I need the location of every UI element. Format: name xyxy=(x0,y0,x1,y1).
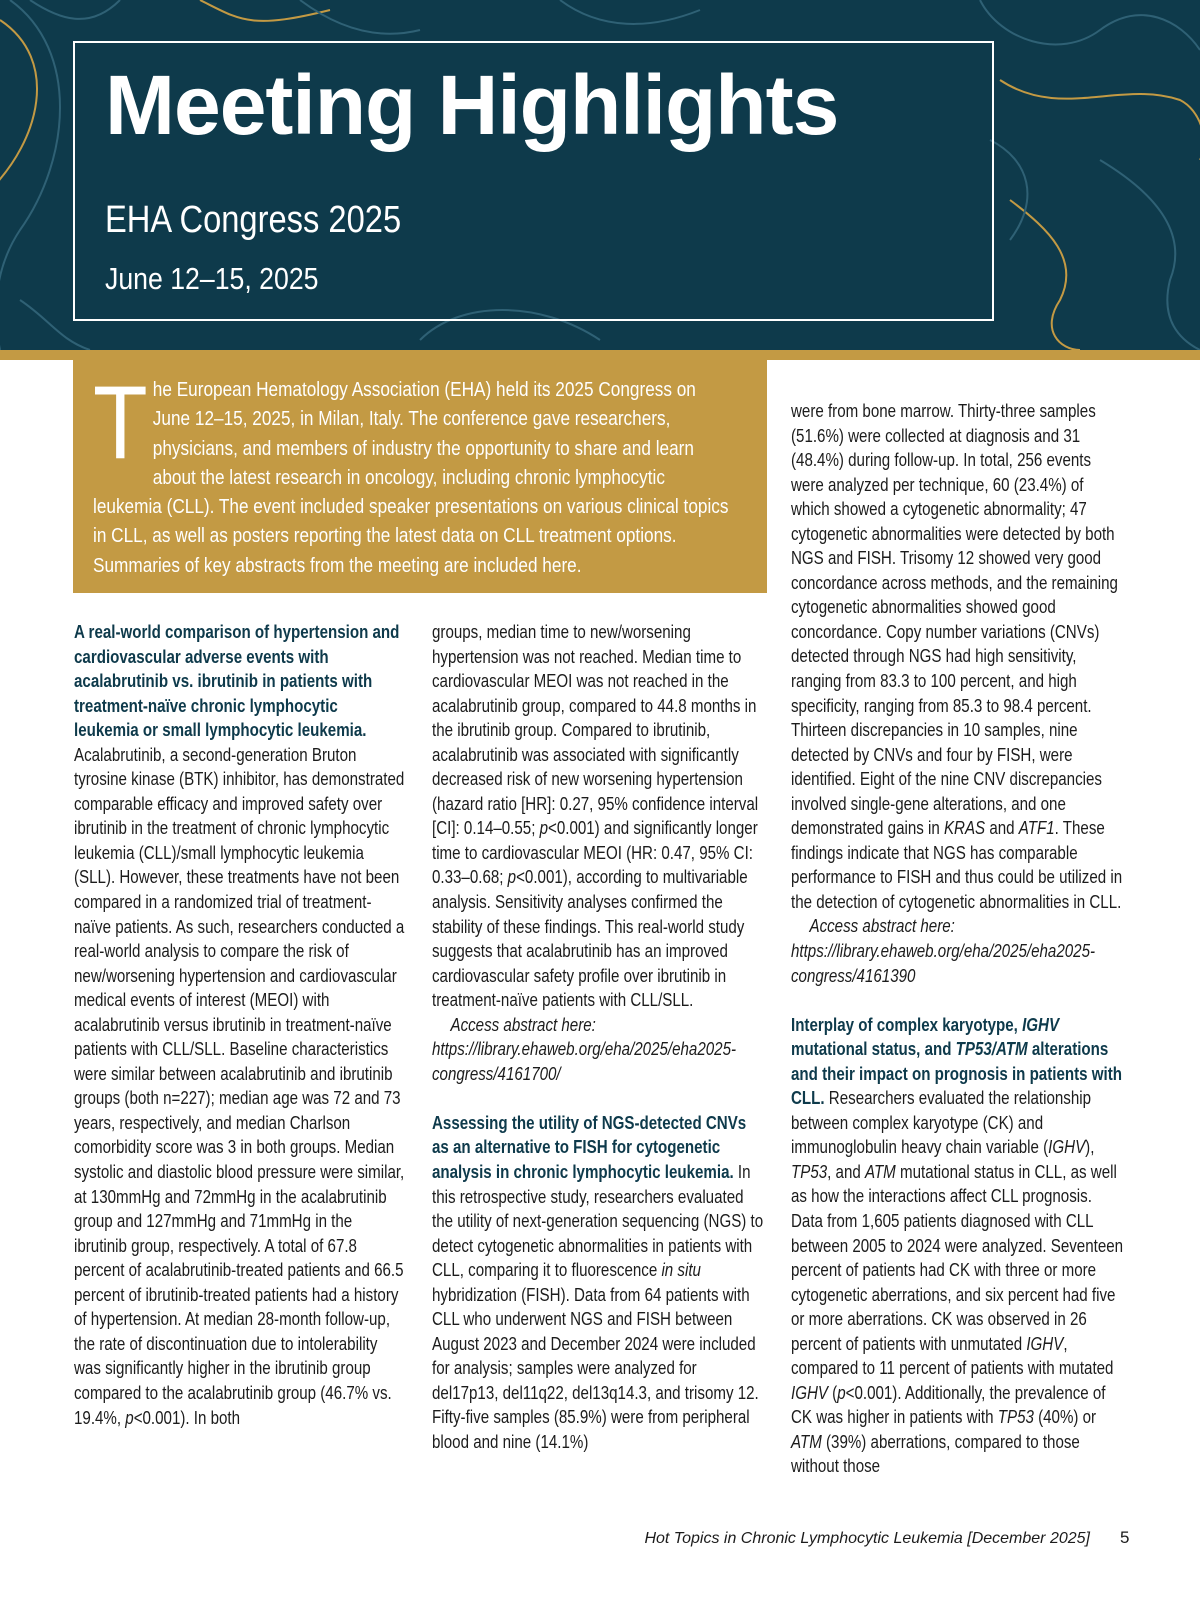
intro-paragraph xyxy=(93,365,735,581)
page-number: 5 xyxy=(1120,1528,1130,1547)
article-1-paragraph: A real-world comparison of hypertension and cardiovascular adverse events with acalabrutinib vs. ibrutinib in patients with treatment-naïve chronic lymphocytic leukemia or small lymphocytic leukemia. Acalabrutinib, a second-generation Bruton tyrosine kinase (BTK) inhibitor, has demonstrated comparable efficacy and improved safety over ibrutinib in the treatment of chronic lymphocytic leukemia (CLL)/small lymphocytic leukemia (SLL). However, these treatments have not been compared in a randomized trial of treatment-naïve patients. As such, researchers conducted a real-world analysis to compare the risk of new/worsening hypertension and cardiovascular medical events of interest (MEOI) with acalabrutinib versus ibrutinib in treatment-naïve patients with CLL/SLL. Baseline characteristics were similar between acalabrutinib and ibrutinib groups (both n=227); median age was 72 and 73 years, respectively, and median Charlson comorbidity score was 3 in both groups. Median systolic and diastolic blood pressure were similar, at 130mmHg and 72mmHg in the acalabrutinib group and 127mmHg and 71mmHg in the ibrutinib group, respectively. A total of 67.8 percent of acalabrutinib-treated patients and 66.5 percent of ibrutinib-treated patients had a history of hypertension. At median 28-month follow-up, the rate of discontinuation due to intolerability was significantly higher in the ibrutinib group compared to the acalabrutinib group (46.7% vs. 19.4%, p<0.001). In both xyxy=(74,622,405,1428)
column-2 xyxy=(432,620,765,1455)
drop-cap: T xyxy=(93,365,148,481)
article-1-access-link: Access abstract here: https://library.ehaweb.org/eha/2025/eha2025-congress/4161700/ xyxy=(432,1014,737,1084)
title-frame xyxy=(73,41,994,321)
article-3-paragraph: Interplay of complex karyotype, IGHV mutational status, and TP53/ATM alterations and their impact on prognosis in patients with CLL. Researchers evaluated the relationship between complex karyotype (CK) and immunoglobulin heavy chain variable (IGHV), TP53, and ATM mutational status in CLL, as well as how the interactions affect CLL prognosis. Data from 1,605 patients diagnosed with CLL between 2005 to 2024 were analyzed. Seventeen percent of patients had CK with three or more cytogenetic aberrations, and six percent had five or more aberrations. CK was observed in 26 percent of patients with unmutated IGHV, compared to 11 percent of patients with mutated IGHV (p<0.001). Additionally, the prevalence of CK was higher in patients with TP53 (40%) or ATM (39%) aberrations, compared to those without those xyxy=(791,1014,1124,1477)
article-1-paragraph-cont: groups, median time to new/worsening hypertension was not reached. Median time to cardiovascular MEOI was not reached in the acalabrutinib group, compared to 44.8 months in the ibrutinib group. Compared to ibrutinib, acalabrutinib was associated with significantly decreased risk of new worsening hypertension (hazard ratio [HR]: 0.27, 95% confidence interval [CI]: 0.14–0.55; p<0.001) and significantly longer time to cardiovascular MEOI (HR: 0.47, 95% CI: 0.33–0.68; p<0.001), according to multivariable analysis. Sensitivity analyses confirmed the stability of these findings. This real-world study suggests that acalabrutinib has an improved cardiovascular safety profile over ibrutinib in treatment-naïve patients with CLL/SLL. xyxy=(432,622,759,1011)
article-2-heading: Assessing the utility of NGS-detected CNVs as an alternative to FISH for cytogenetic analysis in chronic lymphocytic leukemia. xyxy=(432,1112,747,1182)
footer-journal: Hot Topics in Chronic Lymphocytic Leukemia [December 2025] xyxy=(644,1530,1090,1547)
article-3-heading: Interplay of complex karyotype, IGHV mutational status, and TP53/ATM alterations and their impact on prognosis in patients with CLL. xyxy=(791,1014,1122,1109)
column-3 xyxy=(791,399,1124,1479)
header-banner xyxy=(0,0,1200,350)
article-1-heading: A real-world comparison of hypertension and cardiovascular adverse events with acalabrutinib vs. ibrutinib in patients with treatment-naïve chronic lymphocytic leukemia or small lymphocytic leukemia. xyxy=(74,622,400,741)
article-2-access-link: Access abstract here: https://library.ehaweb.org/eha/2025/eha2025-congress/4161390 xyxy=(791,916,1096,986)
header-accent-bar xyxy=(0,350,1200,360)
page-title: Meeting Highlights xyxy=(105,58,839,152)
intro-box xyxy=(73,360,767,593)
intro-text: he European Hematology Association (EHA) held its 2025 Congress on June 12–15, 2025, in Milan, Italy. The conference gave researchers, physicians, and members of industry the opportunity to share and learn about the latest research in oncology, including chronic lymphocytic leukemia (CLL). The event included speaker presentations on various clinical topics in CLL, as well as posters reporting the latest data on CLL treatment options. Summaries of key abstracts from the meeting are included here. xyxy=(93,379,729,577)
article-2-paragraph: Assessing the utility of NGS-detected CNVs as an alternative to FISH for cytogenetic analysis in chronic lymphocytic leukemia. In this retrospective study, researchers evaluated the utility of next-generation sequencing (NGS) to detect cytogenetic abnormalities in patients with CLL, comparing it to fluorescence in situ hybridization (FISH). Data from 64 patients with CLL who underwent NGS and FISH between August 2023 and December 2024 were included for analysis; samples were analyzed for del17p13, del11q22, del13q14.3, and trisomy 12. Fifty-five samples (85.9%) were from peripheral blood and nine (14.1%) xyxy=(432,1112,764,1452)
article-2-paragraph-cont: were from bone marrow. Thirty-three samples (51.6%) were collected at diagnosis and 31 (48.4%) during follow-up. In total, 256 events were analyzed per technique, 60 (23.4%) of which showed a cytogenetic abnormality; 47 cytogenetic abnormalities were detected by both NGS and FISH. Trisomy 12 showed very good concordance across methods, and the remaining cytogenetic abnormalities showed good concordance. Copy number variations (CNVs) detected through NGS had high sensitivity, ranging from 83.3 to 100 percent, and high specificity, ranging from 85.3 to 98.4 percent. Thirteen discrepancies in 10 samples, nine detected by CNVs and four by FISH, were identified. Eight of the nine CNV discrepancies involved single-gene alterations, and one demonstrated gains in KRAS and ATF1. These findings indicate that NGS has comparable performance to FISH and thus could be utilized in the detection of cytogenetic abnormalities in CLL. xyxy=(791,401,1123,912)
congress-dates: June 12–15, 2025 xyxy=(105,261,319,296)
column-1 xyxy=(74,620,407,1430)
congress-name: EHA Congress 2025 xyxy=(105,199,402,241)
